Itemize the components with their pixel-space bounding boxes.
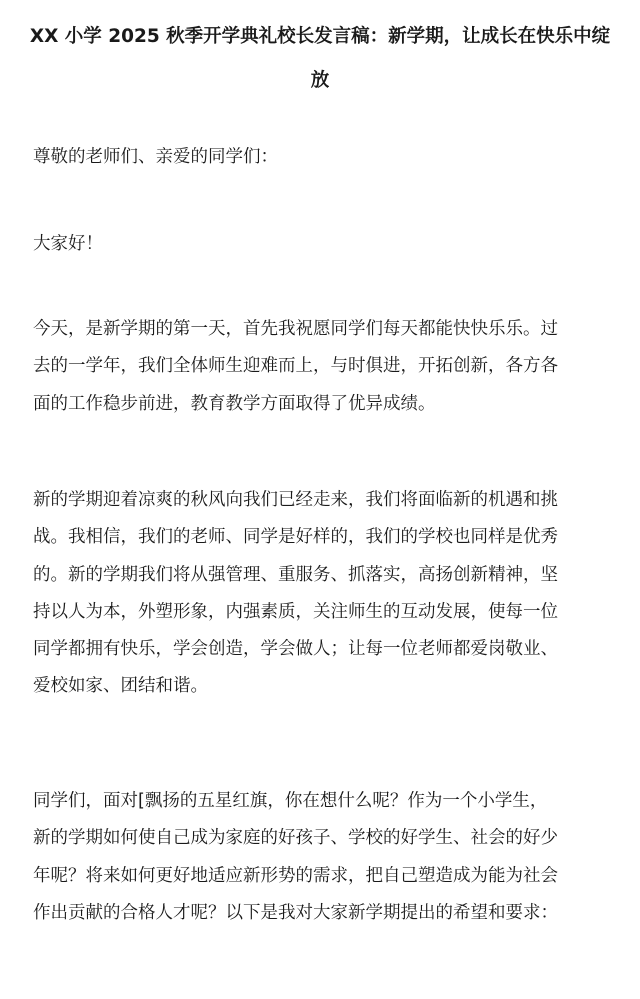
salutation-line: 大家好！ — [33, 234, 103, 254]
greeting-line: 尊敬的老师们、亲爱的同学们： — [33, 147, 278, 167]
document-title: XX 小学 2025 秋季开学典礼校长发言稿：新学期，让成长在快乐中绽 放 — [29, 26, 611, 91]
body-paragraph: 今天，是新学期的第一天，首先我祝愿同学们每天都能快快乐乐。过 去的一学年，我们全体师生迎难而上，与时俱进，开拓创新，各方各 面的工作稳步前进，教育教学方面取得了优异成绩。 — [33, 319, 558, 414]
body-paragraph: 同学们，面对[飘扬的五星红旗，你在想什么呢？作为一个小学生， 新的学期如何使自己成为家庭的好孩子、学校的好学生、社会的好少 年呢？将来如何更好地适应新形势的需求，把自己塑造成为能为社会 作出贡献的合格人才呢？以下是我对大家新学期提出的希望和要求： — [33, 791, 558, 923]
body-paragraph: 新的学期迎着凉爽的秋风向我们已经走来，我们将面临新的机遇和挑 战。我相信，我们的老师、同学是好样的，我们的学校也同样是优秀 的。新的学期我们将从强管理、重服务、抓落实，高扬创新精神，坚 持以人为本，外塑形象，内强素质，关注师生的互动发展，使每一位 同学都拥有快乐，学会创造，学会做人；让每一位老师都爱岗敬业、 爱校如家、团结和谐。 — [33, 490, 558, 697]
